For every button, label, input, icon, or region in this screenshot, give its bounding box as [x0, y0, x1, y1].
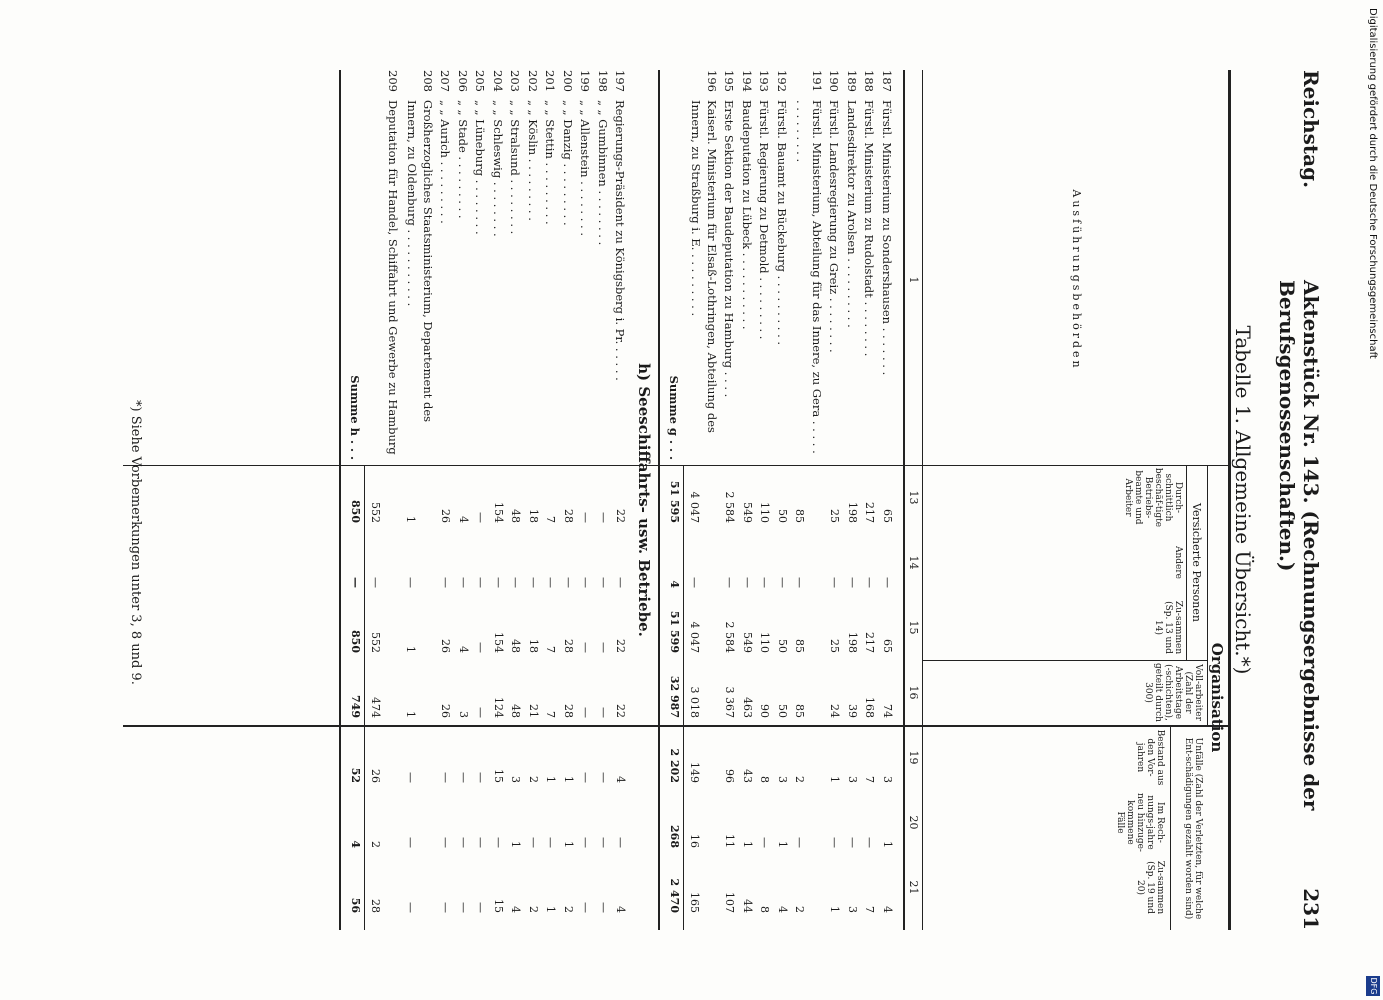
- row-200-c20: 1: [562, 841, 575, 848]
- row-number-189: 189: [845, 70, 859, 92]
- row-198-c21: —: [597, 902, 610, 913]
- sum-g-c15: 51 599: [668, 610, 681, 653]
- sum-h-c13: 850: [349, 500, 362, 523]
- row-number-202: 202: [526, 70, 540, 92]
- row-207-c19: —: [439, 772, 453, 783]
- row-188-c15: 217: [863, 632, 877, 653]
- row-number-195: 195: [722, 70, 737, 92]
- row-label-205: „ „ Lüneburg . . . . . . . .: [473, 100, 488, 235]
- row-205-c16: —: [474, 707, 488, 718]
- table-bottom-rule: [340, 70, 342, 930]
- row-number-190: 190: [827, 70, 842, 92]
- row-label-206: „ „ Stade . . . . . . . . .: [456, 100, 470, 219]
- row-192-c15: 50: [776, 639, 789, 653]
- row-197-c16: 22: [614, 704, 628, 718]
- row-193-c19: 8: [758, 776, 772, 783]
- row-188-c19: 7: [863, 776, 877, 783]
- column-number-14: 14: [907, 555, 920, 570]
- row-201-c14: —: [544, 577, 558, 588]
- row-197-c20: —: [614, 837, 628, 848]
- row-204-c20: —: [492, 837, 505, 848]
- row-label-193: Fürstl. Regierung zu Detmold . . . . . . . . .: [757, 100, 772, 340]
- row-209-c15: 552: [369, 632, 383, 653]
- row-189-c15: 198: [846, 632, 859, 653]
- row-200-c19: 1: [562, 776, 575, 783]
- col19-heading: Bestand aus den Vor-jahren: [1135, 729, 1165, 786]
- row-label-208: Großherzogliches Staatsministerium, Departement des Innern, zu Oldenburg . . . . . . . . . . .: [405, 100, 435, 423]
- col21-heading: Zu-sammen (Sp. 19 und 20): [1135, 860, 1165, 915]
- row-205-c20: —: [474, 837, 488, 848]
- row-196-c20: 16: [688, 834, 702, 848]
- row-label-207: „ „ Aurich . . . . . . . . .: [438, 100, 453, 224]
- row-label-187: Fürstl. Ministerium zu Sondershausen . . . . . . .: [880, 100, 894, 376]
- row-number-200: 200: [561, 70, 575, 92]
- column-number-19: 19: [907, 750, 920, 765]
- row-208-c21: —: [404, 902, 418, 913]
- row-192-c20: 1: [776, 841, 789, 848]
- row-194-c20: 1: [741, 841, 754, 848]
- row-204-c21: 15: [492, 899, 505, 913]
- row-number-188: 188: [862, 70, 877, 92]
- row-199-c13: —: [579, 512, 593, 523]
- row-197-c15: 22: [614, 639, 628, 653]
- row-190-c21: 1: [828, 906, 842, 913]
- row-number-194: 194: [740, 70, 754, 92]
- row-label-204: „ „ Schleswig . . . . . . . .: [491, 100, 505, 237]
- row-205-c15: —: [474, 642, 488, 653]
- header-bottom-rule: [922, 70, 923, 930]
- page-number: 231: [1299, 888, 1323, 930]
- row-192-c13: 50: [776, 509, 789, 523]
- row-202-c16: 21: [527, 704, 540, 718]
- row-number-197: 197: [613, 70, 628, 92]
- row-208-c14: —: [404, 577, 418, 588]
- row-200-c16: 28: [562, 704, 575, 718]
- row-194-c16: 463: [741, 697, 754, 718]
- separator-col16: [923, 660, 1208, 661]
- row-number-209: 209: [386, 70, 400, 92]
- row-201-c21: 1: [544, 906, 558, 913]
- row-204-c15: 154: [492, 632, 505, 653]
- row-207-c20: —: [439, 837, 453, 848]
- row-200-c13: 28: [562, 509, 575, 523]
- row-198-c16: —: [597, 707, 610, 718]
- row-204-c19: 15: [492, 769, 505, 783]
- row-label-197: Regierungs-Präsident zu Königsberg i. Pr. . . . . .: [613, 100, 628, 381]
- column-number-1: 1: [907, 276, 920, 284]
- row-202-c15: 18: [527, 639, 540, 653]
- row-188-c13: 217: [863, 502, 877, 523]
- row-label-198: „ „ Gumbinnen . . . . . . . .: [596, 100, 610, 246]
- row-195-c19: 96: [723, 769, 737, 783]
- row-205-c21: —: [474, 902, 488, 913]
- sum-h-c14: —: [349, 577, 362, 588]
- row-209-c14: —: [369, 577, 383, 588]
- row-number-204: 204: [491, 70, 505, 92]
- row-192-c16: 50: [776, 704, 789, 718]
- footnote: *) Siehe Vorbemerkungen unter 3, 8 und 9.: [128, 400, 143, 685]
- row-number-206: 206: [456, 70, 470, 92]
- row-label-203: „ „ Stralsund . . . . . . . .: [508, 100, 523, 235]
- row-206-c13: 4: [457, 516, 470, 523]
- row-208-c13: 1: [404, 516, 418, 523]
- row-191-c16: 85: [793, 704, 807, 718]
- row-196-c21: 165: [688, 892, 702, 913]
- row-number-201: 201: [543, 70, 558, 92]
- column-number-21: 21: [907, 880, 920, 895]
- row-209-c16: 474: [369, 697, 383, 718]
- row-label-202: „ „ Köslin . . . . . . . . .: [526, 100, 540, 221]
- row-193-c21: 8: [758, 906, 772, 913]
- row-label-189: Landesdirektor zu Arolsen . . . . . . . . . .: [845, 100, 859, 328]
- row-198-c14: —: [597, 577, 610, 588]
- row-201-c13: 7: [544, 516, 558, 523]
- header-left: Reichstag.: [1299, 70, 1323, 189]
- row-192-c21: 4: [776, 906, 789, 913]
- row-191-c14: —: [793, 577, 807, 588]
- row-187-c20: 1: [881, 841, 894, 848]
- row-196-c15: 4 047: [688, 621, 702, 653]
- row-201-c19: 1: [544, 776, 558, 783]
- row-187-c21: 4: [881, 906, 894, 913]
- row-199-c20: —: [579, 837, 593, 848]
- row-191-c19: 2: [793, 776, 807, 783]
- row-190-c20: —: [828, 837, 842, 848]
- sum-g-rule: [683, 465, 684, 930]
- row-207-c13: 26: [439, 509, 453, 523]
- row-203-c14: —: [509, 577, 523, 588]
- sum-h-c21: 56: [349, 897, 362, 913]
- group-organisation: Organisation: [1208, 642, 1226, 753]
- row-207-c21: —: [439, 902, 453, 913]
- sum-g-c13: 51 595: [668, 480, 681, 523]
- row-label-192: Fürstl. Bauamt zu Bückeburg . . . . . . . . . .: [775, 100, 789, 346]
- row-190-c15: 25: [828, 639, 842, 653]
- row-202-c21: 2: [527, 906, 540, 913]
- row-197-c13: 22: [614, 509, 628, 523]
- row-201-c15: 7: [544, 646, 558, 653]
- row-label-191: Fürstl. Ministerium, Abteilung für das Innere, zu Gera . . . . . . . . . . . . . .: [794, 100, 824, 454]
- row-label-188: Fürstl. Ministerium zu Rudolstadt . . . . . . . .: [862, 100, 877, 357]
- row-199-c15: —: [579, 642, 593, 653]
- row-208-c15: 1: [404, 646, 418, 653]
- row-192-c14: —: [776, 577, 789, 588]
- column-number-13: 13: [907, 490, 920, 505]
- group-organisation-rule: [1207, 465, 1208, 725]
- row-201-c20: —: [544, 837, 558, 848]
- row-206-c19: —: [457, 772, 470, 783]
- row-191-c13: 85: [793, 509, 807, 523]
- row-189-c13: 198: [846, 502, 859, 523]
- row-188-c21: 7: [863, 906, 877, 913]
- row-209-c21: 28: [369, 899, 383, 913]
- row-202-c13: 18: [527, 509, 540, 523]
- row-197-c21: 4: [614, 906, 628, 913]
- row-194-c15: 549: [741, 632, 754, 653]
- row-193-c13: 110: [758, 502, 772, 523]
- sum-g-label: Summe g . . .: [667, 375, 681, 460]
- group-versicherte-rule: [1186, 465, 1187, 660]
- row-187-c16: 74: [881, 704, 894, 718]
- sum-h-c19: 52: [349, 767, 362, 783]
- row-209-c19: 26: [369, 769, 383, 783]
- row-191-c20: —: [793, 837, 807, 848]
- sum-h-label: Summe h . . .: [348, 375, 362, 460]
- row-193-c20: —: [758, 837, 772, 848]
- row-193-c14: —: [758, 577, 772, 588]
- row-203-c13: 48: [509, 509, 523, 523]
- row-199-c14: —: [579, 577, 593, 588]
- group-unfaelle-rule: [1170, 727, 1171, 930]
- row-191-c15: 85: [793, 639, 807, 653]
- col13-heading: Durch-schnittlich beschäf-tigte Betriebs-beamte und Arbeiter: [1123, 467, 1183, 528]
- row-195-c15: 2 584: [723, 621, 737, 653]
- row-187-c14: —: [881, 577, 894, 588]
- sum-g-c16: 32 987: [668, 675, 681, 718]
- section-h-title: h) Seeschiffahrts- usw. Betriebe.: [635, 363, 654, 637]
- dfg-notice-bar: [1359, 0, 1383, 1000]
- dfg-notice-text: Digitalisierung gefördert durch die Deutsche Forschungsgemeinschaft: [1367, 8, 1378, 359]
- row-206-c20: —: [457, 837, 470, 848]
- row-196-c16: 3 018: [688, 686, 702, 718]
- row-204-c14: —: [492, 577, 505, 588]
- row-200-c21: 2: [562, 906, 575, 913]
- row-label-200: „ „ Danzig . . . . . . . . .: [561, 100, 575, 226]
- row-208-c20: —: [404, 837, 418, 848]
- col16-heading: Voll-arbeiter (Zahl der Arbeitstage (-schichten), geteilt durch 300): [1143, 663, 1203, 722]
- row-203-c16: 48: [509, 704, 523, 718]
- row-203-c21: 4: [509, 906, 523, 913]
- column-number-15: 15: [907, 620, 920, 635]
- row-195-c20: 11: [723, 834, 737, 848]
- row-number-205: 205: [473, 70, 488, 92]
- sum-h-c16: 749: [349, 695, 362, 718]
- row-190-c14: —: [828, 577, 842, 588]
- row-206-c21: —: [457, 902, 470, 913]
- row-number-193: 193: [757, 70, 772, 92]
- row-201-c16: 7: [544, 711, 558, 718]
- row-label-195: Erste Sektion der Baudeputation zu Hamburg . . . .: [722, 100, 737, 398]
- row-187-c13: 65: [881, 509, 894, 523]
- sum-g-c21: 2 470: [668, 878, 681, 913]
- row-189-c21: 3: [846, 906, 859, 913]
- sum-g-c20: 268: [668, 825, 681, 848]
- row-188-c16: 168: [863, 697, 877, 718]
- row-label-199: „ „ Allenstein . . . . . . . .: [578, 100, 593, 237]
- row-196-c14: —: [688, 577, 702, 588]
- row-202-c19: 2: [527, 776, 540, 783]
- sum-h-rule: [364, 465, 365, 930]
- row-207-c15: 26: [439, 639, 453, 653]
- sum-h-c20: 4: [349, 840, 362, 848]
- row-205-c13: —: [474, 512, 488, 523]
- row-number-196: 196: [705, 70, 719, 92]
- row-189-c20: —: [846, 837, 859, 848]
- row-196-c19: 149: [688, 762, 702, 783]
- row-195-c14: —: [723, 577, 737, 588]
- row-204-c16: 124: [492, 697, 505, 718]
- row-187-c15: 65: [881, 639, 894, 653]
- table-title: Tabelle 1. Allgemeine Übersicht.*): [1231, 325, 1255, 675]
- row-191-c21: 2: [793, 906, 807, 913]
- col15-heading: Zu-sammen (Sp. 13 und 14): [1153, 600, 1183, 655]
- row-206-c15: 4: [457, 646, 470, 653]
- row-190-c13: 25: [828, 509, 842, 523]
- row-label-201: „ „ Stettin . . . . . . . . .: [543, 100, 558, 225]
- row-195-c16: 3 367: [723, 686, 737, 718]
- row-203-c15: 48: [509, 639, 523, 653]
- row-194-c21: 44: [741, 899, 754, 913]
- row-number-191: 191: [810, 70, 824, 92]
- table-top-rule: [1228, 70, 1231, 930]
- row-206-c16: 3: [457, 711, 470, 718]
- row-number-203: 203: [508, 70, 523, 92]
- row-209-c20: 2: [369, 841, 383, 848]
- col20-heading: Im Rech-nungs-jahre neu hinzuge-kommene Fälle: [1115, 793, 1165, 852]
- row-194-c13: 549: [741, 502, 754, 523]
- row-207-c16: 26: [439, 704, 453, 718]
- row-208-c16: 1: [404, 711, 418, 718]
- row-194-c14: —: [741, 577, 754, 588]
- running-header: [1275, 70, 1323, 930]
- row-195-c21: 107: [723, 892, 737, 913]
- row-number-207: 207: [438, 70, 453, 92]
- row-190-c19: 1: [828, 776, 842, 783]
- row-207-c14: —: [439, 577, 453, 588]
- row-205-c14: —: [474, 577, 488, 588]
- row-187-c19: 3: [881, 776, 894, 783]
- row-189-c19: 3: [846, 776, 859, 783]
- sum-g-c14: 4: [668, 580, 681, 588]
- row-200-c15: 28: [562, 639, 575, 653]
- header-center: Aktenstück Nr. 143. (Rechnungsergebnisse der Berufsgenossenschaften.): [1275, 280, 1323, 811]
- row-195-c13: 2 584: [723, 491, 737, 523]
- row-193-c16: 90: [758, 704, 772, 718]
- row-190-c16: 24: [828, 704, 842, 718]
- row-label-194: Baudeputation zu Lübeck . . . . . . . . . . .: [740, 100, 754, 330]
- row-209-c13: 552: [369, 502, 383, 523]
- row-number-198: 198: [596, 70, 610, 92]
- row-196-c13: 4 047: [688, 491, 702, 523]
- column-number-20: 20: [907, 815, 920, 830]
- row-192-c19: 3: [776, 776, 789, 783]
- row-label-190: Fürstl. Landesregierung zu Greiz . . . . . . . .: [827, 100, 842, 353]
- sum-h-c15: 850: [349, 630, 362, 653]
- row-203-c20: 1: [509, 841, 523, 848]
- row-205-c19: —: [474, 772, 488, 783]
- row-number-192: 192: [775, 70, 789, 92]
- col1-heading: Ausführungsbehörden: [1070, 189, 1083, 371]
- column-number-16: 16: [907, 685, 920, 700]
- sum-g-c19: 2 202: [668, 748, 681, 783]
- row-197-c19: 4: [614, 776, 628, 783]
- col14-heading: Andere: [1173, 545, 1183, 579]
- row-188-c14: —: [863, 577, 877, 588]
- row-189-c16: 39: [846, 704, 859, 718]
- row-199-c19: —: [579, 772, 593, 783]
- dfg-logo: DFG: [1366, 976, 1380, 996]
- number-row-rule: [903, 70, 905, 930]
- row-198-c15: —: [597, 642, 610, 653]
- row-label-209: Deputation für Handel, Schiffahrt und Gewerbe zu Hamburg: [386, 100, 400, 455]
- row-202-c14: —: [527, 577, 540, 588]
- row-number-208: 208: [421, 70, 435, 92]
- row-188-c20: —: [863, 837, 877, 848]
- row-199-c21: —: [579, 902, 593, 913]
- row-number-199: 199: [578, 70, 593, 92]
- row-208-c19: —: [404, 772, 418, 783]
- row-189-c14: —: [846, 577, 859, 588]
- row-202-c20: —: [527, 837, 540, 848]
- row-206-c14: —: [457, 577, 470, 588]
- row-label-196: Kaiserl. Ministerium für Elsaß-Lothringen, Abteilung des Innern, zu Straßburg i. E. . . . . . . . . .: [689, 100, 719, 433]
- row-198-c13: —: [597, 512, 610, 523]
- row-193-c15: 110: [758, 632, 772, 653]
- row-199-c16: —: [579, 707, 593, 718]
- group-unfaelle: Unfälle (Zahl der Verletzten, für welche Ent-schädigungen gezahlt worden sind): [1183, 737, 1203, 920]
- row-198-c19: —: [597, 772, 610, 783]
- row-200-c14: —: [562, 577, 575, 588]
- row-number-187: 187: [880, 70, 894, 92]
- row-203-c19: 3: [509, 776, 523, 783]
- section-g-end-rule: [659, 70, 661, 930]
- group-versicherte: Versicherte Personen: [1190, 503, 1203, 622]
- row-204-c13: 154: [492, 502, 505, 523]
- row-198-c20: —: [597, 837, 610, 848]
- row-194-c19: 43: [741, 769, 754, 783]
- row-197-c14: —: [614, 577, 628, 588]
